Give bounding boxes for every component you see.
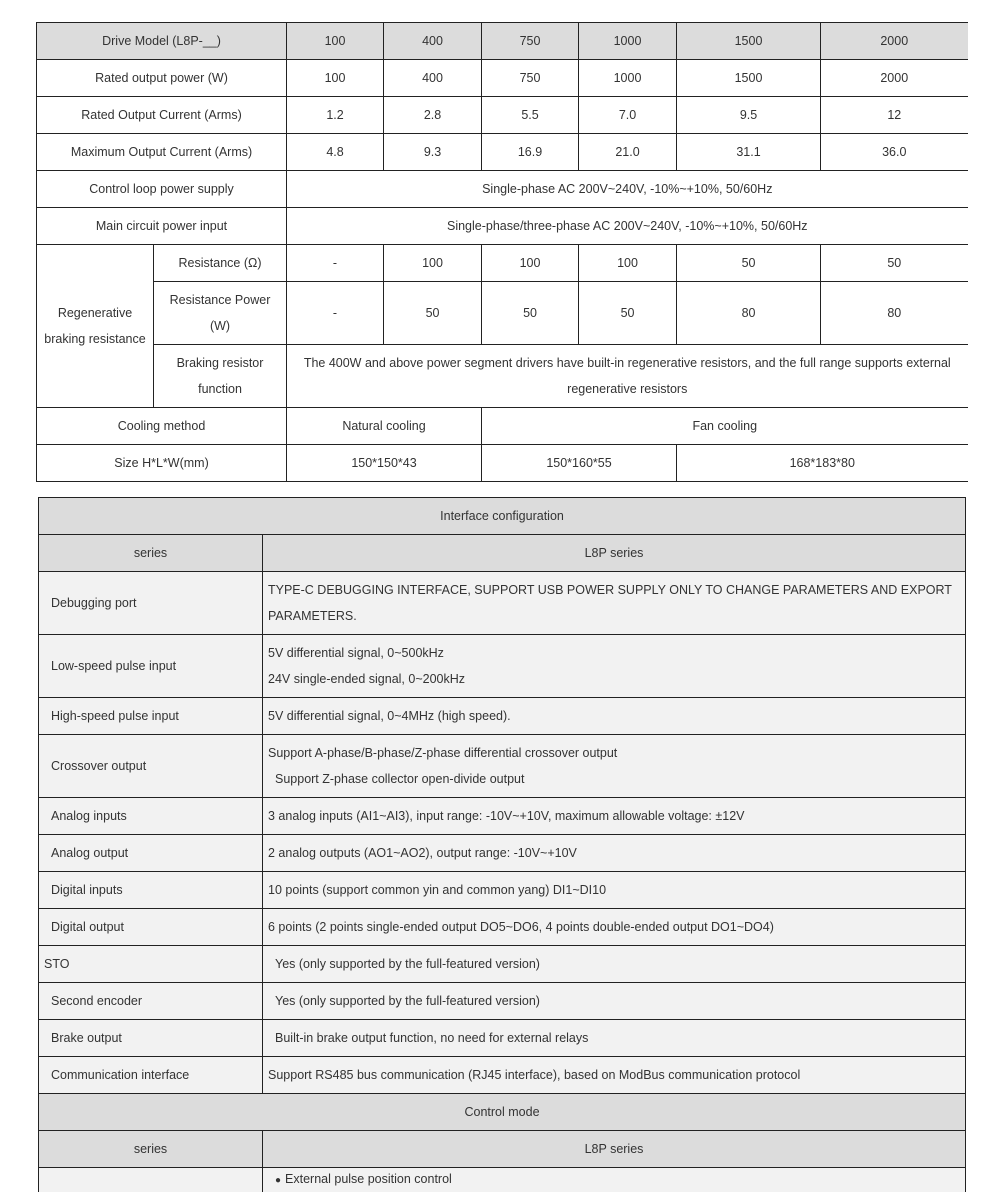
iface-row-digital-in [39, 872, 966, 909]
value-cell: 100 [579, 245, 677, 282]
iface-row-debug [39, 572, 966, 635]
iface-row-digital-out [39, 909, 966, 946]
value-cell: 750 [482, 60, 579, 97]
value-line: Support A-phase/B-phase/Z-phase differential crossover output [268, 740, 959, 766]
value-cell: 12 [821, 97, 968, 134]
row-label: STO [39, 946, 263, 983]
value-cell: 2 analog outputs (AO1~AO2), output range: -10V~+10V [263, 835, 966, 872]
control-mode-series-row [39, 1131, 966, 1168]
model-cell: 1000 [579, 23, 677, 60]
control-mode-title-row [39, 1094, 966, 1131]
value-cell: Yes (only supported by the full-featured version) [263, 946, 966, 983]
value-cell: 100 [384, 245, 482, 282]
value-cell: 2.8 [384, 97, 482, 134]
drive-model-label: Drive Model (L8P-__) [37, 23, 287, 60]
control-mode-item: External pulse position control [285, 1172, 452, 1186]
regen-power-row [37, 282, 968, 345]
row-label: Control loop power supply [37, 171, 287, 208]
model-cell: 100 [287, 23, 384, 60]
value-cell: 31.1 [677, 134, 821, 171]
value-cell: 6 points (2 points single-ended output DO5~DO6, 4 points double-ended output DO1~DO4) [263, 909, 966, 946]
row-label: Digital inputs [39, 872, 263, 909]
value-cell: Natural cooling [287, 408, 482, 445]
row-label: Crossover output [39, 735, 263, 798]
model-cell: 400 [384, 23, 482, 60]
value-cell [263, 735, 966, 798]
rated-current-row [37, 97, 968, 134]
value-cell: 150*150*43 [287, 445, 482, 482]
value-cell: 50 [677, 245, 821, 282]
spec-header-row [37, 23, 968, 60]
value-cell: Yes (only supported by the full-featured version) [263, 983, 966, 1020]
value-cell: 2000 [821, 60, 968, 97]
rated-power-row [37, 60, 968, 97]
value-cell: - [287, 245, 384, 282]
value-cell: Built-in brake output function, no need for external relays [263, 1020, 966, 1057]
value-cell: 400 [384, 60, 482, 97]
iface-row-lowspeed [39, 635, 966, 698]
value-cell: 36.0 [821, 134, 968, 171]
row-label: High-speed pulse input [39, 698, 263, 735]
series-label: series [39, 535, 263, 572]
row-label: Cooling method [37, 408, 287, 445]
row-label: Debugging port [39, 572, 263, 635]
row-label: Rated output power (W) [37, 60, 287, 97]
value-cell: 1.2 [287, 97, 384, 134]
series-value: L8P series [263, 535, 966, 572]
value-cell: 150*160*55 [482, 445, 677, 482]
value-line: 5V differential signal, 0~500kHz [268, 640, 959, 666]
control-power-row [37, 171, 968, 208]
iface-row-comm [39, 1057, 966, 1094]
value-cell: 80 [821, 282, 968, 345]
iface-row-analog-out [39, 835, 966, 872]
row-label: Resistance Power (W) [154, 282, 287, 345]
value-cell: 9.5 [677, 97, 821, 134]
cooling-row [37, 408, 968, 445]
value-cell: 10 points (support common yin and common yang) DI1~DI10 [263, 872, 966, 909]
braking-function-row [37, 345, 968, 408]
row-label: Rated Output Current (Arms) [37, 97, 287, 134]
row-label: Analog output [39, 835, 263, 872]
value-cell: 50 [384, 282, 482, 345]
interface-series-row [39, 535, 966, 572]
row-label: Size H*L*W(mm) [37, 445, 287, 482]
value-cell: 16.9 [482, 134, 579, 171]
value-cell: Single-phase/three-phase AC 200V~240V, -10%~+10%, 50/60Hz [287, 208, 968, 245]
value-cell [263, 635, 966, 698]
value-cell: 4.8 [287, 134, 384, 171]
value-cell: Support RS485 bus communication (RJ45 interface), based on ModBus communication protocol [263, 1057, 966, 1094]
row-label [39, 1168, 263, 1192]
row-label: Main circuit power input [37, 208, 287, 245]
iface-row-sto [39, 946, 966, 983]
drive-spec-table [36, 22, 968, 482]
bullet-icon: ● [275, 1175, 281, 1186]
iface-row-brake [39, 1020, 966, 1057]
row-label: Communication interface [39, 1057, 263, 1094]
value-cell: 168*183*80 [677, 445, 968, 482]
value-cell: 5V differential signal, 0~4MHz (high speed). [263, 698, 966, 735]
row-label: Second encoder [39, 983, 263, 1020]
row-label: Maximum Output Current (Arms) [37, 134, 287, 171]
value-line: Support Z-phase collector open-divide output [268, 766, 959, 792]
row-label: Analog inputs [39, 798, 263, 835]
interface-config-table [38, 497, 966, 1192]
iface-row-highspeed [39, 698, 966, 735]
value-cell: 1500 [677, 60, 821, 97]
interface-title-row [39, 498, 966, 535]
row-label: Brake output [39, 1020, 263, 1057]
value-cell: 100 [482, 245, 579, 282]
value-cell: - [287, 282, 384, 345]
value-cell: 50 [579, 282, 677, 345]
value-cell: TYPE-C DEBUGGING INTERFACE, SUPPORT USB POWER SUPPLY ONLY TO CHANGE PARAMETERS AND EXPORT PARAMETERS. [263, 572, 966, 635]
row-label: Braking resistor function [154, 345, 287, 408]
regen-group-label: Regenerative braking resistance [37, 245, 154, 408]
model-cell: 2000 [821, 23, 968, 60]
iface-row-second-encoder [39, 983, 966, 1020]
value-line: 24V single-ended signal, 0~200kHz [268, 666, 959, 692]
series-value: L8P series [263, 1131, 966, 1168]
value-cell: Single-phase AC 200V~240V, -10%~+10%, 50/60Hz [287, 171, 968, 208]
value-cell: 3 analog inputs (AI1~AI3), input range: -10V~+10V, maximum allowable voltage: ±12V [263, 798, 966, 835]
value-cell: 1000 [579, 60, 677, 97]
model-cell: 1500 [677, 23, 821, 60]
value-cell: 50 [482, 282, 579, 345]
regen-resistance-row [37, 245, 968, 282]
main-power-row [37, 208, 968, 245]
value-cell: 100 [287, 60, 384, 97]
max-current-row [37, 134, 968, 171]
value-cell: 50 [821, 245, 968, 282]
value-cell: The 400W and above power segment drivers have built-in regenerative resistors, and the full range supports external regenerative resistors [287, 345, 968, 408]
iface-row-analog-in [39, 798, 966, 835]
value-cell: 21.0 [579, 134, 677, 171]
size-row [37, 445, 968, 482]
value-cell: Fan cooling [482, 408, 968, 445]
value-cell: 9.3 [384, 134, 482, 171]
value-cell [263, 1168, 966, 1192]
row-label: Digital output [39, 909, 263, 946]
series-label: series [39, 1131, 263, 1168]
iface-row-crossover [39, 735, 966, 798]
section-title: Control mode [39, 1094, 966, 1131]
section-title: Interface configuration [39, 498, 966, 535]
value-cell: 5.5 [482, 97, 579, 134]
control-mode-row [39, 1168, 966, 1192]
value-cell: 80 [677, 282, 821, 345]
row-label: Low-speed pulse input [39, 635, 263, 698]
value-cell: 7.0 [579, 97, 677, 134]
row-label: Resistance (Ω) [154, 245, 287, 282]
model-cell: 750 [482, 23, 579, 60]
